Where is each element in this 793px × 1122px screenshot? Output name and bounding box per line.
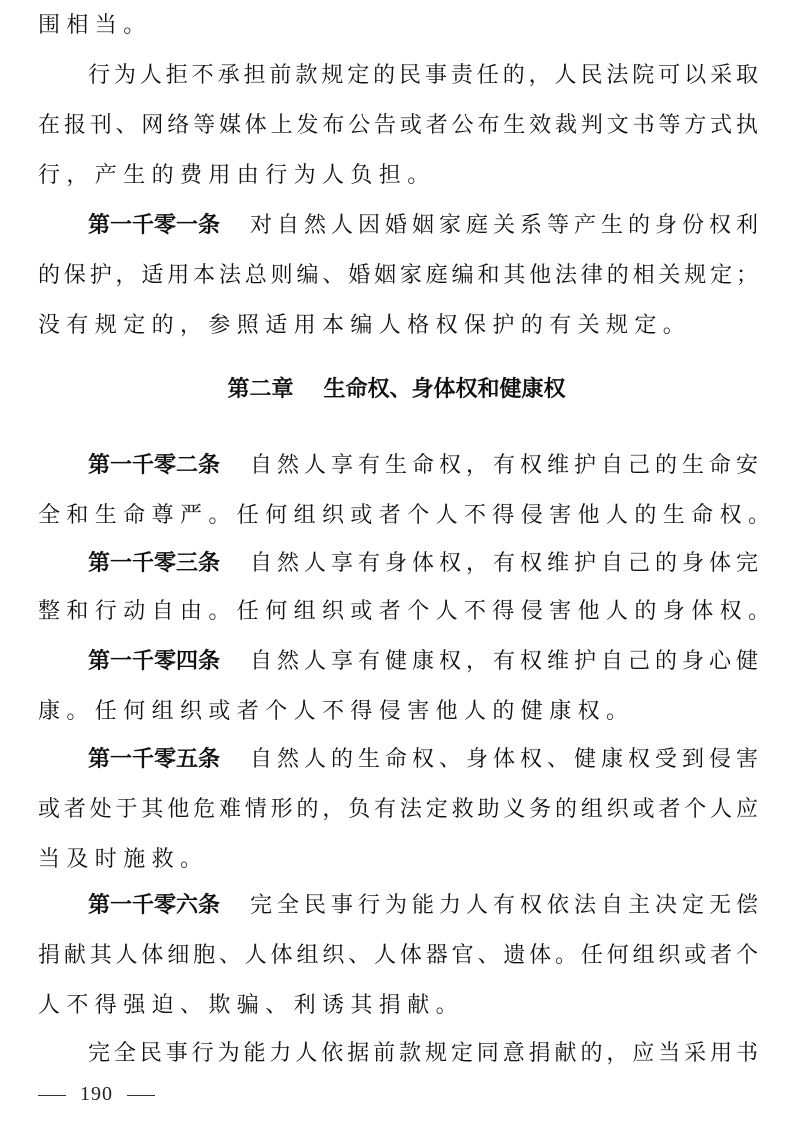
chapter-number: 第二章 — [227, 377, 294, 402]
text-line: 自然人享有健康权，有权维护自己的身心健 — [250, 649, 758, 674]
text-line: 整和行动自由。任何组织或者个人不得侵害他人的身体权。 — [38, 599, 777, 624]
text-line: 人不得强迫、欺骗、利诱其捐献。 — [38, 993, 465, 1018]
text-line: 自然人的生命权、身体权、健康权受到侵害 — [250, 747, 758, 772]
article-1006-first-line — [88, 892, 758, 920]
article-title: 第一千零六条 — [88, 893, 221, 918]
page-footer — [38, 1082, 155, 1106]
text-line: 自然人享有生命权，有权维护自己的生命安 — [250, 453, 758, 478]
text-line: 的保护，适用本法总则编、婚姻家庭编和其他法律的相关规定； — [38, 263, 758, 288]
article-title: 第一千零五条 — [88, 747, 221, 772]
text-line: 完全民事行为能力人有权依法自主决定无偿 — [250, 893, 758, 918]
footer-dash-right — [127, 1095, 155, 1096]
text-line: 全和生命尊严。任何组织或者个人不得侵害他人的生命权。 — [38, 503, 777, 528]
article-title: 第一千零四条 — [88, 649, 221, 674]
text-line: 在报刊、网络等媒体上发布公告或者公布生效裁判文书等方式执 — [38, 113, 758, 138]
text-line: 对自然人因婚姻家庭关系等产生的身份权利 — [250, 213, 758, 238]
text-line: 行为人拒不承担前款规定的民事责任的，人民法院可以采取 — [88, 63, 758, 88]
article-1002-first-line — [88, 452, 758, 480]
chapter-heading — [0, 376, 793, 404]
text-line: 没有规定的，参照适用本编人格权保护的有关规定。 — [38, 313, 692, 338]
article-title: 第一千零二条 — [88, 453, 221, 478]
article-1003-first-line — [88, 550, 758, 578]
text-line: 完全民事行为能力人依据前款规定同意捐献的，应当采用书 — [88, 1041, 758, 1066]
chapter-title: 生命权、身体权和健康权 — [323, 377, 566, 402]
text-line: 行，产生的费用由行为人负担。 — [38, 163, 436, 188]
article-title: 第一千零三条 — [88, 551, 221, 576]
text-line: 康。任何组织或者个人不得侵害他人的健康权。 — [38, 699, 635, 724]
footer-dash-left — [38, 1095, 66, 1096]
text-line: 捐献其人体细胞、人体组织、人体器官、遗体。任何组织或者个 — [38, 943, 758, 968]
text-line: 或者处于其他危难情形的，负有法定救助义务的组织或者个人应 — [38, 797, 758, 822]
text-line: 自然人享有身体权，有权维护自己的身体完 — [250, 551, 758, 576]
text-line: 当及时施救。 — [38, 847, 209, 872]
text-line: 围相当。 — [38, 13, 152, 38]
article-1004-first-line — [88, 648, 758, 676]
article-1001-first-line — [88, 212, 758, 240]
page-number: 190 — [80, 1083, 113, 1105]
article-1005-first-line — [88, 746, 758, 774]
article-title: 第一千零一条 — [88, 213, 221, 238]
